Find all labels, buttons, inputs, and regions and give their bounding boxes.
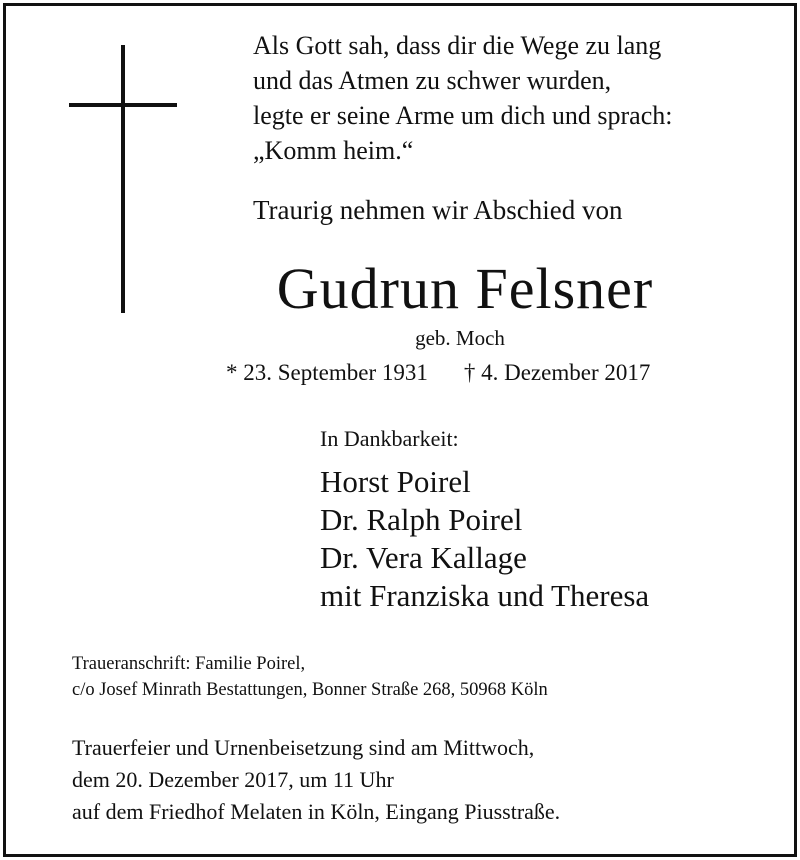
mourner-name: mit Franziska und Theresa <box>320 578 650 613</box>
service-line: Trauerfeier und Urnenbeisetzung sind am Mittwoch, <box>72 735 535 760</box>
birth-date: * 23. September 1931 <box>226 360 428 385</box>
mourner-name: Dr. Ralph Poirel <box>320 502 523 537</box>
service-line: dem 20. Dezember 2017, um 11 Uhr <box>72 767 394 792</box>
poem-line: Als Gott sah, dass dir die Wege zu lang <box>253 31 662 60</box>
mourning-address <box>72 651 548 703</box>
life-dates <box>226 360 650 386</box>
mourner-name: Horst Poirel <box>320 464 471 499</box>
address-line: Traueranschrift: Familie Poirel, <box>72 654 306 674</box>
birth-name: geb. Moch <box>415 326 505 350</box>
address-line: c/o Josef Minrath Bestattungen, Bonner Straße 268, 50968 Köln <box>72 680 548 700</box>
poem-line: legte er seine Arme um dich und sprach: <box>253 101 673 130</box>
farewell-text: Traurig nehmen wir Abschied von <box>253 195 623 225</box>
mourners-list <box>320 463 649 615</box>
poem <box>253 28 672 168</box>
poem-line: und das Atmen zu schwer wurden, <box>253 66 612 95</box>
deceased-name: Gudrun Felsner <box>276 256 654 321</box>
thanks-label: In Dankbarkeit: <box>320 426 459 451</box>
poem-line: „Komm heim.“ <box>253 136 414 165</box>
cross-horizontal-bar <box>69 103 177 107</box>
mourner-name: Dr. Vera Kallage <box>320 540 527 575</box>
death-date: † 4. Dezember 2017 <box>463 360 651 385</box>
service-line: auf dem Friedhof Melaten in Köln, Eingang Piusstraße. <box>72 799 561 824</box>
service-info <box>72 732 560 828</box>
